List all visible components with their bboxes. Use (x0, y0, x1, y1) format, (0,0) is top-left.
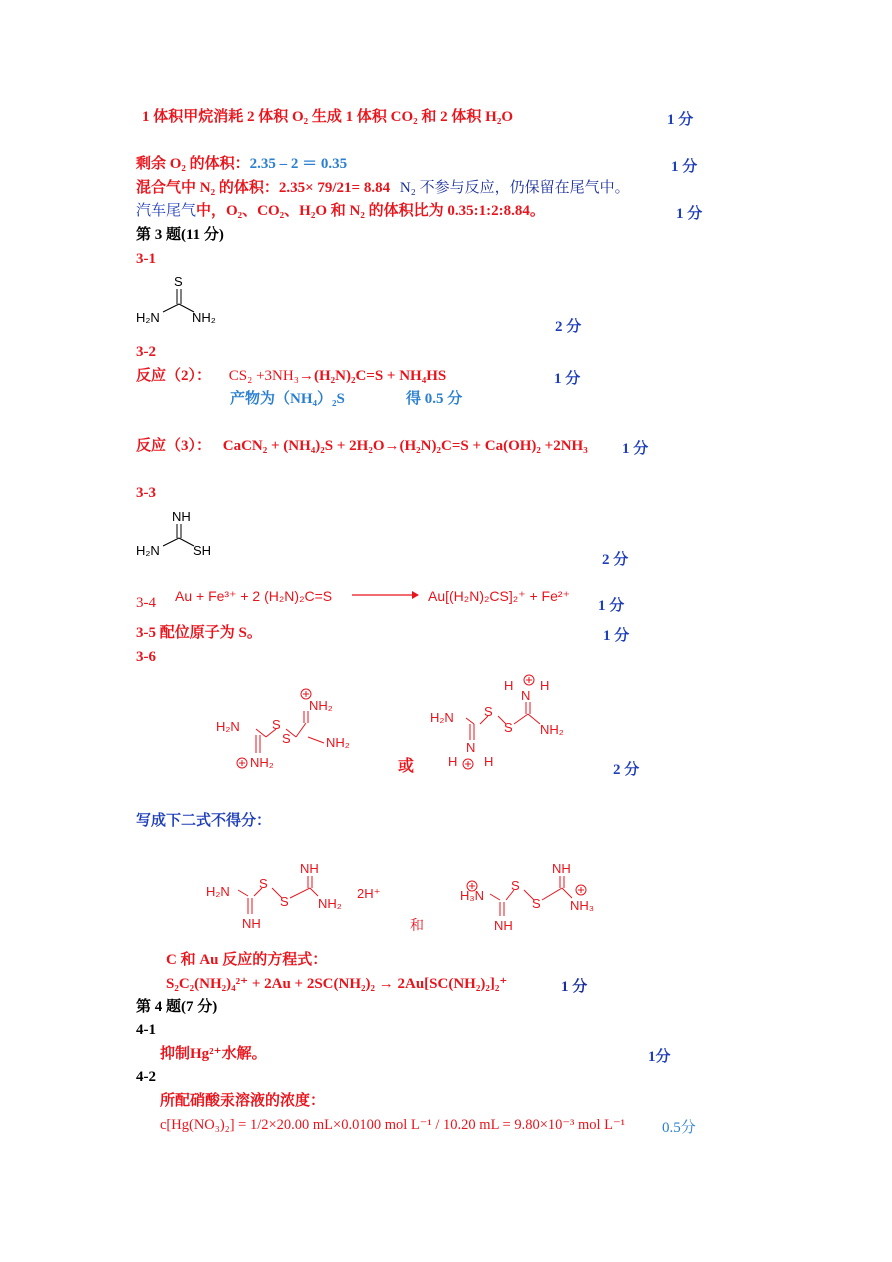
reaction-2-alt: 产物为（NH₄）₂S (230, 391, 345, 407)
exhaust-ratio: 中，O₂、CO₂、H₂O 和 N₂ 的体积比为 0.35:1:2:8.84。 (196, 203, 545, 219)
remaining-o2-calc: 2.35 – 2 ＝ 0.35 (249, 156, 348, 172)
section-3-6: 3-6 (136, 649, 156, 665)
score-4-2: 0.5分 (662, 1120, 696, 1136)
wrong-structure-2 (456, 856, 606, 936)
score-line-1: 1 分 (667, 112, 694, 128)
struct-a-nh2-right: NH₂ (326, 735, 350, 750)
w1-charge: 2H⁺ (357, 886, 381, 901)
reaction-3-line (136, 437, 588, 455)
struct-b-h-top-left: H (504, 678, 514, 693)
q3-heading: 第 3 题(11 分) (136, 227, 224, 243)
reaction-2-eq-b: (H₂N)₂C=S + NH₄HS (313, 368, 447, 384)
struct-b-h2n: H₂N (430, 710, 454, 725)
w1-nh2: NH₂ (318, 896, 342, 911)
w2-h3n: H₃N (460, 888, 485, 903)
reaction-arrow-icon (350, 588, 420, 602)
remaining-o2-label: 剩余 O₂ 的体积： (136, 156, 250, 172)
struct-a-nh2-bottom: NH₂ (250, 755, 274, 770)
score-3-3: 2 分 (602, 552, 629, 568)
w2-s2: S (532, 896, 541, 911)
section-3-4: 3-4 (136, 595, 156, 611)
disulfide-dication-structure-a (212, 685, 372, 775)
q4-heading: 第 4 题(7 分) (136, 999, 218, 1015)
struct-b-s2: S (504, 720, 513, 735)
w1-s1: S (259, 876, 268, 891)
score-3-6: 2 分 (613, 762, 640, 778)
section-4-2-title: 所配硝酸汞溶液的浓度： (160, 1093, 326, 1109)
section-4-1-answer: 抑制Hg²⁺水解。 (160, 1046, 267, 1062)
score-3-5: 1 分 (603, 628, 630, 644)
struct-b-h-bottom-right: H (484, 754, 494, 769)
reaction-3-label: 反应（3）： (136, 438, 212, 454)
struct-3-1-nh2: NH₂ (192, 310, 216, 325)
methane-consumption-line: 1 体积甲烷消耗 2 体积 O₂ 生成 1 体积 CO₂ 和 2 体积 H₂O (142, 109, 513, 125)
c-au-equation: S₂C₂(NH₂)₄²⁺ + 2Au + 2SC(NH₂)₂ → 2Au[SC(NH₂)₂]₂⁺ (166, 976, 508, 992)
struct-a-nh2-top: NH₂ (309, 698, 333, 713)
struct-b-h-top-right: H (540, 678, 550, 693)
score-reaction-2: 1 分 (554, 371, 581, 387)
score-line-2: 1 分 (671, 159, 698, 175)
w2-nh3: NH₃ (570, 898, 595, 913)
exhaust-label: 汽车尾气 (136, 203, 197, 219)
struct-a-s2: S (282, 731, 291, 746)
c-au-title: C 和 Au 反应的方程式： (166, 952, 328, 968)
struct-b-h-bottom-left: H (448, 754, 458, 769)
struct-b-s1: S (484, 704, 493, 719)
score-3-4: 1 分 (598, 598, 625, 614)
n2-volume-calc: 混合气中 N₂ 的体积：2.35× 79/21= 8.84 (136, 180, 391, 196)
isothiourea-structure (130, 506, 240, 562)
disulfide-dication-structure-b (428, 672, 578, 772)
w1-nh-bottom: NH (242, 916, 261, 931)
section-3-1: 3-1 (136, 251, 156, 267)
struct-3-1-h2n: H₂N (136, 310, 160, 325)
score-4-1: 1分 (648, 1049, 671, 1065)
struct-3-3-sh: SH (193, 543, 212, 558)
struct-3-3-nh: NH (172, 509, 191, 524)
section-3-2: 3-2 (136, 344, 156, 360)
struct-b-n-bottom: N (466, 740, 476, 755)
w2-nh-bottom: NH (494, 918, 513, 933)
w1-s2: S (280, 894, 289, 909)
reaction-2-eq-a: CS₂ +3NH₃→ (228, 368, 314, 384)
section-3-5: 3-5 配位原子为 S。 (136, 625, 262, 641)
struct-3-3-h2n: H₂N (136, 543, 160, 558)
struct-b-n-top: N (521, 688, 531, 703)
section-4-2-equation: c[Hg(NO₃)₂] = 1/2×20.00 mL×0.0100 mol L⁻¹ / 10.20 mL = 9.80×10⁻³ mol L⁻¹ (160, 1117, 626, 1133)
thiourea-structure (130, 270, 240, 330)
exhaust-ratio-line (136, 202, 545, 220)
reaction-3-eq: CaCN₂ + (NH₄)₂S + 2H₂O→(H₂N)₂C=S + Ca(OH)₂ +2NH₃ (222, 438, 588, 454)
or-label: 或 (398, 758, 415, 775)
wrong-forms-note: 写成下二式不得分： (136, 813, 272, 829)
section-3-3: 3-3 (136, 485, 156, 501)
w2-s1: S (511, 878, 520, 893)
eq-3-4-left: Au + Fe³⁺ + 2 (H₂N)₂C=S (175, 588, 333, 604)
reaction-2-label: 反应（2）： (136, 368, 212, 384)
reaction-2-line (136, 367, 446, 385)
n2-note: N₂ 不参与反应，仍保留在尾气中。 (399, 180, 630, 196)
section-4-2: 4-2 (136, 1069, 156, 1085)
struct-a-h2n: H₂N (216, 719, 240, 734)
w2-nh-top: NH (552, 861, 571, 876)
wrong-structure-1 (204, 858, 394, 934)
score-c-au: 1 分 (561, 979, 588, 995)
score-line-4: 1 分 (676, 206, 703, 222)
w1-h2n: H₂N (206, 884, 230, 899)
eq-3-4-right: Au[(H₂N)₂CS]₂⁺ + Fe²⁺ (428, 588, 570, 604)
score-reaction-3: 1 分 (622, 441, 649, 457)
struct-b-nh2: NH₂ (540, 722, 564, 737)
remaining-o2-line (136, 155, 347, 173)
n2-volume-line (136, 179, 630, 197)
and-label: 和 (410, 919, 424, 934)
score-3-1: 2 分 (555, 319, 582, 335)
struct-3-1-s: S (174, 274, 183, 289)
w1-nh-top: NH (300, 861, 319, 876)
section-4-1: 4-1 (136, 1022, 156, 1038)
reaction-2-alt-score: 得 0.5 分 (406, 391, 463, 407)
struct-a-s1: S (272, 717, 281, 732)
